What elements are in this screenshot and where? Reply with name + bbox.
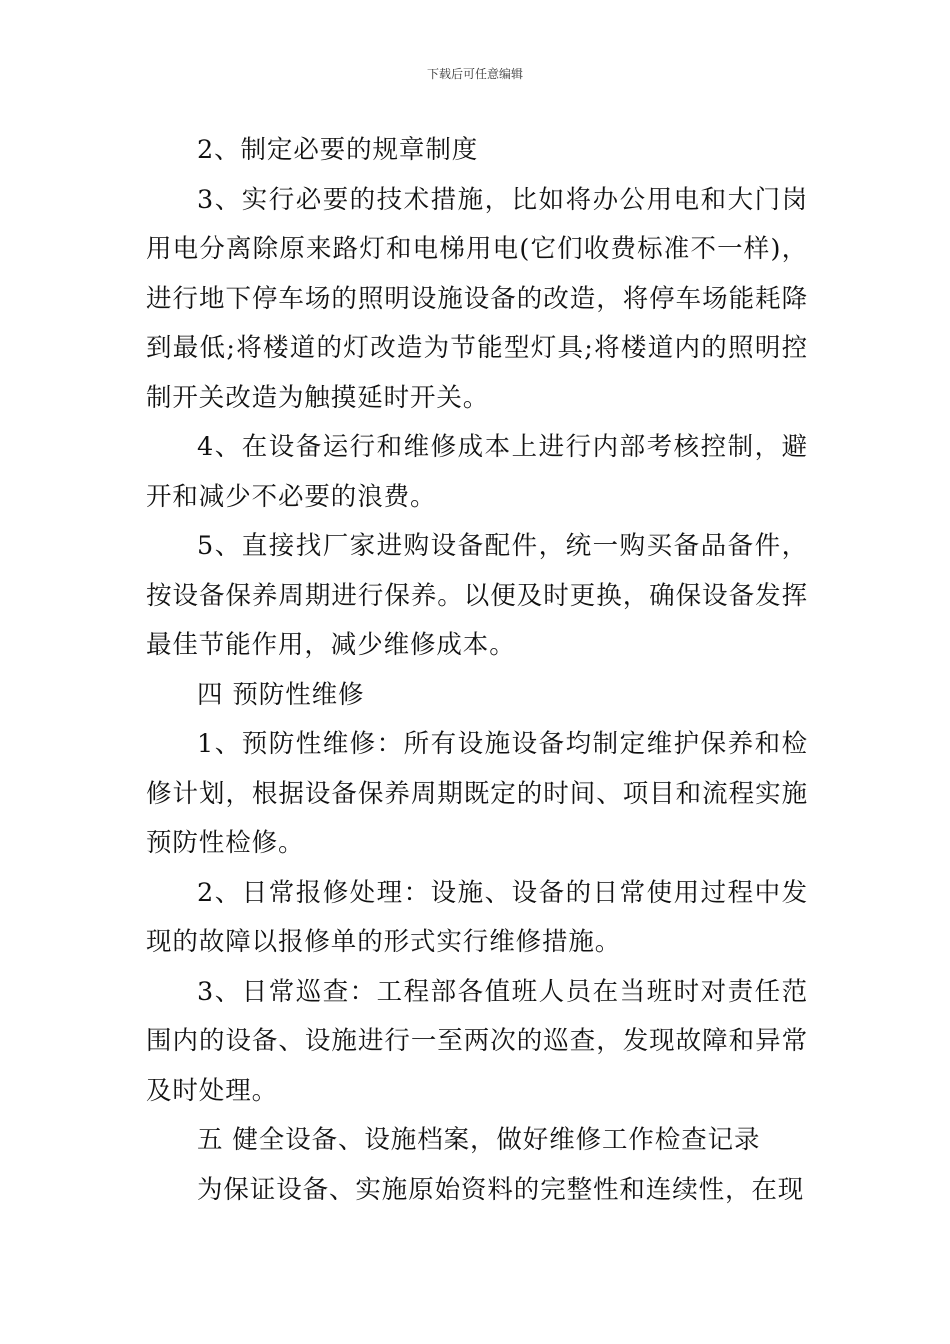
paragraph-cost-control: 4、在设备运行和维修成本上进行内部考核控制，避开和减少不必要的浪费。 [146,432,808,512]
paragraph-rules: 2、制定必要的规章制度 [197,135,479,165]
document-body [146,126,808,1215]
paragraph-records-intro: 为保证设备、实施原始资料的完整性和连续性，在现 [197,1174,805,1205]
page-header: 下载后可任意编辑 [426,67,523,81]
section-heading-preventive-maintenance: 四 预防性维修 [197,679,365,710]
section-heading-equipment-records: 五 健全设备、设施档案，做好维修工作检查记录 [197,1125,761,1155]
paragraph-daily-repair: 2、日常报修处理：设施、设备的日常使用过程中发现的故障以报修单的形式实行维修措施。 [146,877,808,957]
paragraph-daily-inspection: 3、日常巡查：工程部各值班人员在当班时对责任范围内的设备、设施进行一至两次的巡查，发现故障和异常及时处理。 [146,976,808,1106]
paragraph-technical-measures: 3、实行必要的技术措施，比如将办公用电和大门岗用电分离除原来路灯和电梯用电(它们收费标准不一样)，进行地下停车场的照明设施设备的改造，将停车场能耗降到最低;将楼道的灯改造为节能型灯具;将楼道内的照明控制开关改造为触摸延时开关。 [146,184,808,413]
paragraph-spare-parts: 5、直接找厂家进购设备配件，统一购买备品备件，按设备保养周期进行保养。以便及时更换，确保设备发挥最佳节能作用，减少维修成本。 [146,531,808,660]
paragraph-preventive-maintenance: 1、预防性维修：所有设施设备均制定维护保养和检修计划，根据设备保养周期既定的时间、项目和流程实施预防性检修。 [146,729,808,858]
